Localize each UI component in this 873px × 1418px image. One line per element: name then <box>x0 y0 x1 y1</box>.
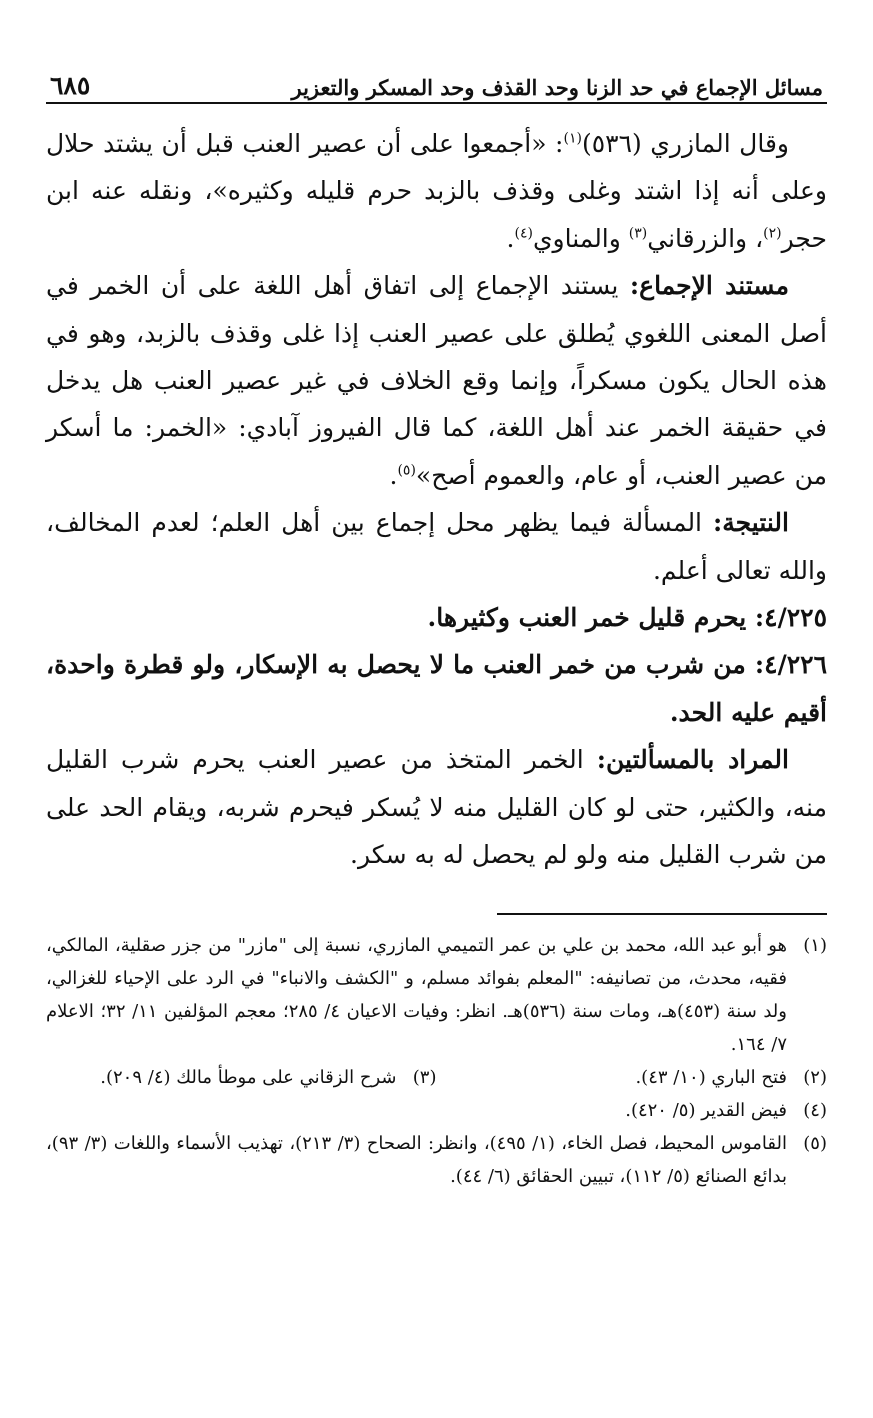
paragraph-text: المسألة فيما يظهر محل إجماع بين أهل العلم؛ لعدم المخالف، والله تعالى أعلم. <box>46 508 827 585</box>
paragraph-ijma-basis <box>46 262 827 499</box>
footnote-ref[interactable]: (٢) <box>763 225 782 242</box>
paragraph-maziri-quote <box>46 120 827 262</box>
paragraph-result <box>46 499 827 594</box>
paragraph-label: المراد بالمسألتين: <box>596 745 789 775</box>
footnote-ref[interactable]: (٥) <box>397 462 416 479</box>
footnote-3 <box>46 1061 437 1094</box>
footnote-row-2-3 <box>46 1061 827 1094</box>
paragraph-label: النتيجة: <box>713 508 789 538</box>
page-number: ٦٨٥ <box>50 71 91 100</box>
page-header <box>46 60 827 100</box>
footnotes <box>46 929 827 1193</box>
paragraph-text: يستند الإجماع إلى اتفاق أهل اللغة على أن الخمر في أصل المعنى اللغوي يُطلق على عصير العنب إذا غلى وقذف بالزبد، وهو في هذه الحال يكون مسكراً، وإنما وقع الخلاف في غير عصير العنب هل يدخل في حقيقة الخمر عند أهل اللغة، كما قال الفيروز آبادي: «الخمر: ما أسكر من عصير العنب، أو عام، والعموم أصح» <box>46 271 827 490</box>
footnote-ref[interactable]: (٤) <box>514 225 533 242</box>
footnote-text: فيض القدير (٥/ ٤٢٠). <box>625 1099 787 1121</box>
footnote-text: شرح الزقاني على موطأ مالك (٤/ ٢٠٩). <box>100 1066 397 1088</box>
footnote-number: (١) <box>803 934 827 956</box>
paragraph-label: مستند الإجماع: <box>629 271 789 301</box>
paragraph-text: : «أجمعوا على أن عصير العنب قبل أن يشتد حلال وعلى أنه إذا اشتد وغلى وقذف بالزبد حرم قليله وكثيره»، ونقله عنه ابن حجر <box>46 129 827 253</box>
paragraph-text: . <box>389 460 398 490</box>
footnote-ref[interactable]: (٣) <box>628 225 648 242</box>
footnote-number: (٢) <box>803 1066 827 1088</box>
footnote-number: (٤) <box>803 1099 827 1121</box>
paragraph-text: ، والزرقاني <box>647 223 764 253</box>
footnote-2 <box>437 1061 828 1094</box>
paragraph-text: وقال المازري (٥٣٦) <box>581 129 789 158</box>
running-title: مسائل الإجماع في حد الزنا وحد القذف وحد المسكر والتعزير <box>291 75 823 100</box>
rule-heading-225: ٤/٢٢٥: يحرم قليل خمر العنب وكثيرها. <box>427 603 827 633</box>
footnote-text: القاموس المحيط، فصل الخاء، (١/ ٤٩٥)، وانظر: الصحاح (٣/ ٢١٣)، تهذيب الأسماء واللغات (٣/ ٩٣)، بدائع الصنائع (٥/ ١١٢)، تبيين الحقائق (٦/ ٤٤). <box>46 1132 787 1187</box>
paragraph-meaning <box>46 736 827 878</box>
footnote-text: هو أبو عبد الله، محمد بن علي بن عمر التميمي المازري، نسبة إلى "مازر" من جزر صقلية، المالكي، فقيه، محدث، من تصانيفه: "المعلم بفوائد مسلم، و "الكشف والانباء" في الرد على الإحياء للغزالي، ولد سنة (٤٥٣)هـ، ومات سنة (٥٣٦)هـ. انظر: وفيات الاعيان ٤/ ٢٨٥؛ معجم المؤلفين ١١/ ٣٢؛ الاعلام ٧/ ١٦٤. <box>46 934 787 1055</box>
main-text <box>46 120 827 879</box>
paragraph-text: والمناوي <box>532 223 629 253</box>
footnote-4 <box>46 1094 827 1127</box>
rule-heading-226: ٤/٢٢٦: من شرب من خمر العنب ما لا يحصل به الإسكار، ولو قطرة واحدة، أقيم عليه الحد. <box>46 650 827 727</box>
footnote-ref[interactable]: (١) <box>563 130 582 147</box>
footnote-1 <box>46 929 827 1061</box>
paragraph-text: . <box>506 223 515 253</box>
footnote-number: (٣) <box>412 1066 437 1088</box>
paragraph-text: الخمر المتخذ من عصير العنب يحرم شرب القليل منه، والكثير، حتى لو كان القليل منه لا يُسكر فيحرم شربه، ويقام الحد على من شرب القليل منه ولو لم يحصل له به سكر. <box>46 745 827 870</box>
header-rule <box>46 102 827 104</box>
footnote-number: (٥) <box>803 1132 827 1154</box>
footnote-separator <box>497 913 827 915</box>
footnote-5 <box>46 1127 827 1193</box>
footnote-text: فتح الباري (١٠/ ٤٣). <box>635 1066 787 1088</box>
